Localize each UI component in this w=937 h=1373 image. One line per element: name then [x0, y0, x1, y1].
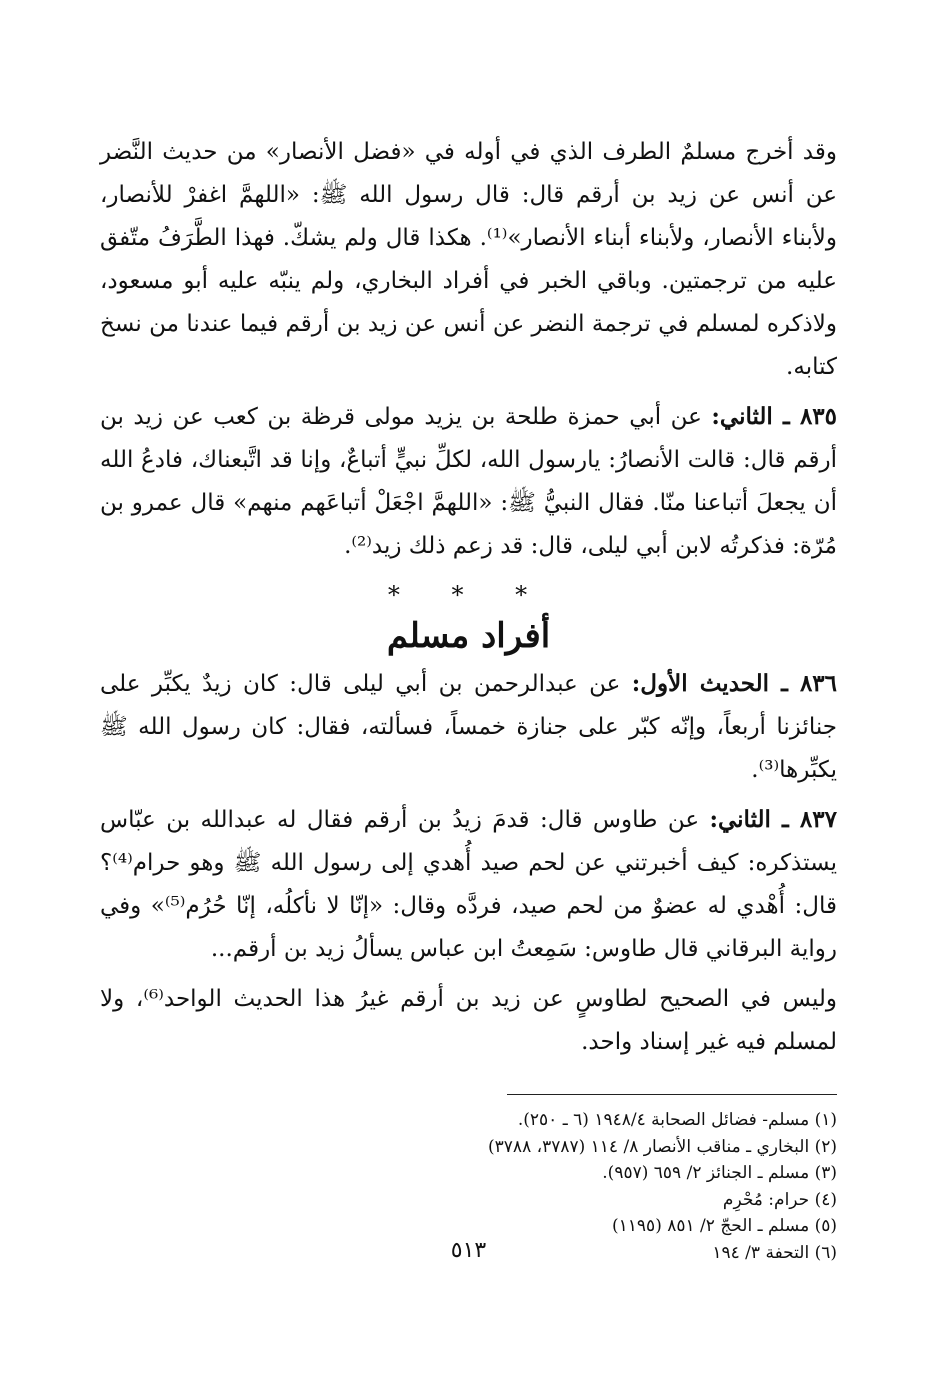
section-title: أفراد مسلم	[386, 616, 551, 656]
paragraph-text: وقد أخرج مسلمٌ الطرف الذي في أوله في «فضل الأنصار» من حديث النَّضر عن أنس عن زيد بن أرقم قال: قال رسول الله ﷺ: «اللهمَّ اغفرْ للأنصار، ولأبناء الأنصار، ولأبناء أبناء الأنصار»⁽¹⁾. هكذا قال ولم يشكّ. فهذا الطَّرَفُ متّفق عليه من ترجمتين. وباقي الخبر في أفراد البخاري، ولم ينبّه عليه أبو مسعود، ولاذكره لمسلم في ترجمة النضر عن أنس عن زيد بن أرقم فيما عندنا من نسخ كتابه.	[100, 139, 837, 380]
paragraph-text: وليس في الصحيح لطاوسٍ عن زيد بن أرقم غيرُ هذا الحديث الواحد⁽⁶⁾، ولا لمسلم فيه غير إسناد واحد.	[100, 986, 837, 1055]
paragraph-hadith-836	[100, 662, 837, 792]
footnote-1: (١) مسلم- فضائل الصحابة ١٩٤٨/٤ (٦ ـ ٢٥٠).	[517, 1110, 837, 1130]
body-text-2	[100, 662, 837, 1064]
paragraph-closing	[100, 977, 837, 1064]
footnote-4: (٤) حرام: مُحْرِم	[722, 1189, 837, 1210]
footnote-5: (٥) مسلم ـ الحجّ ٢/ ٨٥١ (١١٩٥)	[612, 1216, 837, 1236]
footnote-divider	[507, 1094, 837, 1095]
footnote-6: (٦) التحفة ٣/ ١٩٤	[712, 1242, 837, 1263]
paragraph-hadith-837	[100, 798, 837, 971]
footnote-3: (٣) مسلم ـ الجنائز ٢/ ٦٥٩ (٩٥٧).	[602, 1163, 837, 1183]
hadith-number: ٨٣٧ ـ الثاني:	[709, 806, 837, 833]
page-number: ٥١٣	[450, 1238, 487, 1263]
paragraph-text: عن أبي حمزة طلحة بن يزيد مولى قرظة بن كعب عن زيد بن أرقم قال: قالت الأنصارُ: يارسول الله، لكلِّ نبيٍّ أتباعٌ، وإنا قد اتَّبعناك، فادعُ الله أن يجعلَ أتباعنا منّا. فقال النبيُّ ﷺ: «اللهمَّ اجْعَلْ أتباعَهم منهم» قال عمرو بن مُرّة: فذكرتُه لابن أبي ليلى، قال: قد زعم ذلك زيد⁽²⁾.	[100, 404, 837, 559]
paragraph-text: عن عبدالرحمن بن أبي ليلى قال: كان زيدٌ يكبِّر على جنائزنا أربعاً، وإنّه كبّر على جنازة خمساً، فسألته، فقال: كان رسول الله ﷺ يكبِّرها⁽³⁾.	[100, 671, 837, 783]
section-separator: * * *	[387, 581, 550, 609]
paragraph-hadith-835	[100, 395, 837, 568]
paragraph-intro	[100, 130, 837, 389]
paragraph-text: عن طاوس قال: قدمَ زيدُ بن أرقم فقال له عبدالله بن عبّاس يستذكره: كيف أخبرتني عن لحم صيد أُهدي إلى رسول الله ﷺ وهو حرام⁽⁴⁾؟ قال: أُهْدي له عضوٌ من لحم صيد، فردَّه وقال: «إنّا لا نأكلُه، إنّا حُرُم⁽⁵⁾» وفي رواية البرقاني قال طاوس: سَمِعتُ ابن عباس يسألُ زيد بن أرقم...	[100, 807, 837, 962]
footnote-2: (٢) البخاري ـ مناقب الأنصار ٨/ ١١٤ (٣٧٨٧، ٣٧٨٨)	[488, 1136, 837, 1157]
hadith-number: ٨٣٥ ـ الثاني:	[711, 403, 837, 430]
hadith-number: ٨٣٦ ـ الحديث الأول:	[631, 670, 837, 697]
body-text	[100, 130, 837, 568]
